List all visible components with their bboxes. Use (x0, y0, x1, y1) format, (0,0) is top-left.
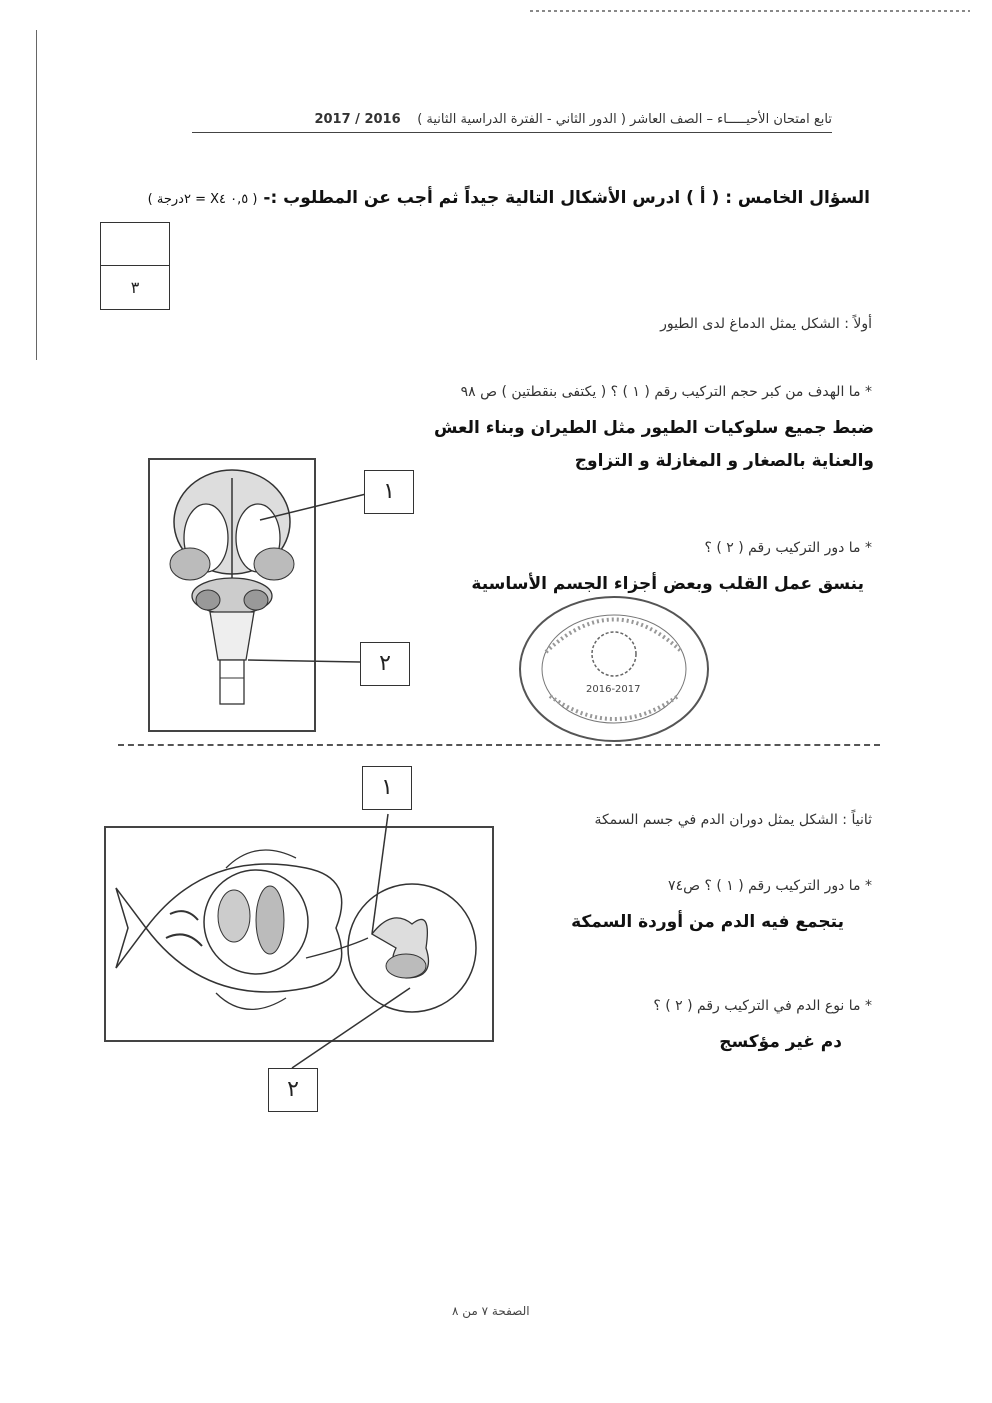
exam-title: تابع امتحان الأحيـــــاء – الصف العاشر ( الدور الثاني - الفترة الدراسية الثانية ) (417, 112, 832, 127)
question-title-text: السؤال الخامس : ( أ ) ادرس الأشكال التالية جيداً ثم أجب عن المطلوب :- (263, 188, 870, 208)
header-underline (192, 132, 832, 133)
question-title (148, 188, 870, 208)
section-divider (118, 744, 880, 746)
fish-pointers (340, 804, 460, 1094)
official-stamp (516, 592, 712, 746)
part1-answer2: ينسق عمل القلب وبعض أجزاء الجسم الأساسية (471, 574, 864, 594)
part2-question2: * ما نوع الدم في التركيب رقم ( ٢ ) ؟ (653, 998, 872, 1014)
fish-label-2: ٢ (268, 1068, 318, 1112)
part2-answer2: دم غير مؤكسج (719, 1032, 842, 1052)
score-box-value: ٣ (130, 278, 140, 297)
part2-heading: ثانياً : الشكل يمثل دوران الدم في جسم السمكة (594, 812, 872, 828)
exam-header (314, 112, 832, 127)
scan-artifact-top (530, 10, 970, 12)
part1-question2: * ما دور التركيب رقم ( ٢ ) ؟ (704, 540, 872, 556)
fish-pointer-line-1 (372, 814, 388, 934)
margin-line (36, 30, 37, 360)
bird-label-1: ١ (364, 470, 414, 514)
part1-heading: أولاً : الشكل يمثل الدماغ لدى الطيور (660, 316, 872, 332)
page-number: الصفحة ٧ من ٨ (452, 1304, 530, 1318)
score-box-empty-cell (101, 223, 169, 266)
stamp-drawing (516, 592, 712, 746)
question-marks: ( ٠,٥ X٤ = ٢درجة ) (147, 192, 258, 207)
bird-label-2: ٢ (360, 642, 410, 686)
exam-years: 2016 / 2017 (314, 112, 401, 127)
part1-answer1-line1: ضبط جميع سلوكيات الطيور مثل الطيران وبناء العش (433, 418, 874, 438)
score-box (100, 222, 170, 310)
fish-label-1: ١ (362, 766, 412, 810)
part1-question1: * ما الهدف من كبر حجم التركيب رقم ( ١ ) ؟ ( يكتفى بنقطتين ) ص ٩٨ (460, 384, 872, 400)
part2-answer1: يتجمع فيه الدم من أوردة السمكة (571, 912, 844, 932)
part2-question1: * ما دور التركيب رقم ( ١ ) ؟ ص٧٤ (668, 878, 872, 894)
stamp-year: 2016-2017 (586, 684, 641, 695)
pointer-line-1 (260, 494, 366, 520)
part1-answer1-line2: والعناية بالصغار و المغازلة و التزاوج (574, 451, 874, 471)
pointer-line-2 (248, 660, 360, 662)
